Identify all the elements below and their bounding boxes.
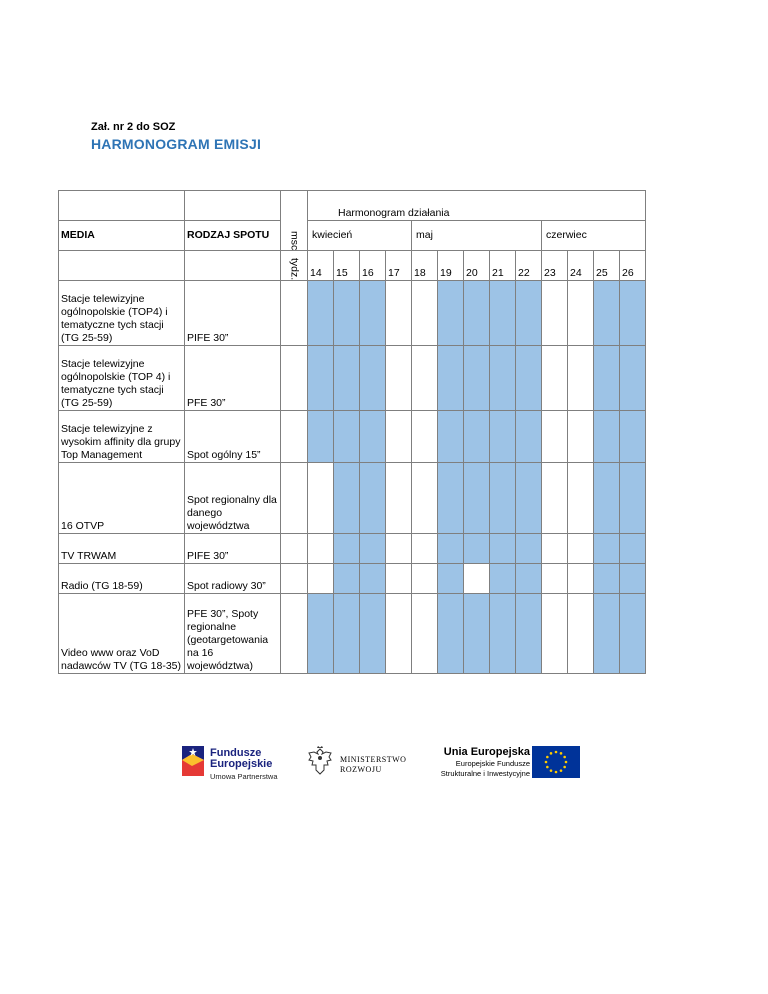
schedule-cell-active: [516, 463, 542, 534]
schedule-cell-inactive: [568, 564, 594, 594]
schedule-cell-active: [516, 281, 542, 346]
media-cell: Stacje telewizyjne ogólnopolskie (TOP4) i tematyczne tych stacji (TG 25-59): [59, 281, 185, 346]
header-spot-type: RODZAJ SPOTU: [185, 221, 281, 251]
week-number: 16: [360, 251, 386, 281]
table-row: [59, 463, 646, 534]
document-title: HARMONOGRAM EMISJI: [91, 136, 262, 152]
spot-type-cell: Spot regionalny dla danego województwa: [185, 463, 281, 534]
msc-cell: [281, 463, 308, 534]
month-label: msc: [288, 230, 301, 250]
media-cell: 16 OTVP: [59, 463, 185, 534]
schedule-cell-inactive: [412, 411, 438, 463]
ue-line3: Strukturalne i Inwestycyjne: [440, 769, 530, 778]
schedule-title: Harmonogram działania: [338, 207, 450, 219]
schedule-table: [58, 190, 646, 674]
fe-flag-icon: [180, 744, 206, 778]
week-number: 19: [438, 251, 464, 281]
spot-type-cell: PIFE 30”: [185, 281, 281, 346]
schedule-cell-active: [360, 594, 386, 674]
schedule-cell-inactive: [412, 346, 438, 411]
schedule-cell-inactive: [542, 564, 568, 594]
schedule-cell-active: [360, 534, 386, 564]
schedule-cell-active: [464, 346, 490, 411]
schedule-cell-active: [464, 594, 490, 674]
spot-type-cell: PFE 30”, Spoty regionalne (geotargetowania na 16 województwa): [185, 594, 281, 674]
eu-flag-icon: [532, 746, 580, 778]
logos-footer: [0, 740, 768, 790]
schedule-cell-active: [594, 564, 620, 594]
schedule-cell-inactive: [568, 463, 594, 534]
msc-cell: [281, 594, 308, 674]
schedule-cell-inactive: [542, 463, 568, 534]
schedule-cell-active: [334, 346, 360, 411]
schedule-cell-active: [490, 463, 516, 534]
schedule-cell-active: [620, 564, 646, 594]
schedule-cell-active: [464, 534, 490, 564]
document-reference: Zał. nr 2 do SOZ: [91, 121, 176, 133]
schedule-cell-active: [308, 346, 334, 411]
header-row-title: [59, 191, 646, 221]
schedule-cell-active: [594, 594, 620, 674]
mr-line2: ROZWOJU: [340, 765, 382, 774]
msc-cell: [281, 281, 308, 346]
schedule-cell-active: [594, 463, 620, 534]
schedule-cell-active: [464, 281, 490, 346]
schedule-cell-active: [438, 346, 464, 411]
schedule-cell-active: [490, 281, 516, 346]
schedule-cell-inactive: [412, 594, 438, 674]
week-label: tydz.: [288, 257, 301, 280]
table-row: [59, 594, 646, 674]
schedule-cell-active: [438, 281, 464, 346]
schedule-cell-active: [308, 281, 334, 346]
schedule-cell-inactive: [386, 281, 412, 346]
schedule-cell-inactive: [412, 463, 438, 534]
schedule-cell-active: [594, 346, 620, 411]
month-june: czerwiec: [542, 221, 646, 251]
media-cell: Radio (TG 18-59): [59, 564, 185, 594]
header-type-top: [185, 191, 281, 221]
schedule-cell-active: [490, 564, 516, 594]
schedule-cell-inactive: [542, 346, 568, 411]
header-row-months: [59, 221, 646, 251]
schedule-cell-active: [360, 281, 386, 346]
schedule-cell-inactive: [568, 281, 594, 346]
table-row: [59, 281, 646, 346]
schedule-cell-inactive: [386, 463, 412, 534]
schedule-cell-active: [516, 411, 542, 463]
media-cell: TV TRWAM: [59, 534, 185, 564]
eagle-emblem-icon: [306, 746, 334, 778]
schedule-cell-active: [594, 281, 620, 346]
schedule-cell-active: [516, 564, 542, 594]
schedule-cell-inactive: [568, 411, 594, 463]
schedule-cell-inactive: [568, 594, 594, 674]
schedule-cell-active: [308, 411, 334, 463]
schedule-cell-active: [464, 463, 490, 534]
schedule-cell-active: [334, 534, 360, 564]
week-number: 25: [594, 251, 620, 281]
schedule-cell-inactive: [542, 411, 568, 463]
schedule-cell-inactive: [412, 564, 438, 594]
week-number: 21: [490, 251, 516, 281]
schedule-cell-inactive: [386, 411, 412, 463]
unia-europejska-text: [430, 746, 530, 779]
table-row: [59, 411, 646, 463]
media-cell: Video www oraz VoD nadawców TV (TG 18-35): [59, 594, 185, 674]
week-number: 22: [516, 251, 542, 281]
header-row-weeks: [59, 251, 646, 281]
header-media: MEDIA: [59, 221, 185, 251]
schedule-cell-active: [360, 411, 386, 463]
week-number: 23: [542, 251, 568, 281]
schedule-cell-inactive: [412, 534, 438, 564]
schedule-cell-active: [464, 411, 490, 463]
week-number: 18: [412, 251, 438, 281]
schedule-cell-active: [620, 346, 646, 411]
header-type-bottom: [185, 251, 281, 281]
schedule-cell-inactive: [568, 534, 594, 564]
schedule-cell-active: [516, 534, 542, 564]
week-number: 20: [464, 251, 490, 281]
schedule-cell-active: [490, 534, 516, 564]
schedule-cell-active: [308, 594, 334, 674]
schedule-cell-inactive: [386, 534, 412, 564]
mr-line1: MINISTERSTWO: [340, 755, 407, 764]
week-number: 26: [620, 251, 646, 281]
media-cell: Stacje telewizyjne z wysokim affinity dla grupy Top Management: [59, 411, 185, 463]
header-media-top: [59, 191, 185, 221]
header-week-label-cell: [281, 251, 308, 281]
schedule-cell-active: [620, 463, 646, 534]
ue-line2: Europejskie Fundusze: [455, 759, 530, 768]
spot-type-cell: PFE 30”: [185, 346, 281, 411]
schedule-cell-active: [360, 564, 386, 594]
schedule-cell-active: [438, 463, 464, 534]
schedule-cell-inactive: [386, 564, 412, 594]
schedule-cell-active: [334, 564, 360, 594]
schedule-cell-active: [620, 594, 646, 674]
schedule-cell-active: [594, 534, 620, 564]
schedule-cell-inactive: [308, 564, 334, 594]
schedule-cell-inactive: [542, 534, 568, 564]
table-row: [59, 346, 646, 411]
schedule-cell-inactive: [542, 594, 568, 674]
schedule-cell-active: [620, 534, 646, 564]
schedule-cell-inactive: [308, 534, 334, 564]
schedule-cell-active: [360, 463, 386, 534]
schedule-title-cell: [308, 191, 646, 221]
month-may: maj: [412, 221, 542, 251]
schedule-cell-active: [490, 594, 516, 674]
schedule-cell-active: [334, 281, 360, 346]
fe-line2: Europejskie: [210, 758, 273, 770]
schedule-cell-inactive: [386, 346, 412, 411]
schedule-cell-inactive: [308, 463, 334, 534]
msc-cell: [281, 411, 308, 463]
week-number: 15: [334, 251, 360, 281]
schedule-cell-active: [620, 411, 646, 463]
week-number: 14: [308, 251, 334, 281]
schedule-cell-inactive: [464, 564, 490, 594]
schedule-cell-active: [334, 463, 360, 534]
schedule-cell-active: [490, 411, 516, 463]
schedule-cell-active: [490, 346, 516, 411]
header-month-label-cell: [281, 191, 308, 251]
table-row: [59, 564, 646, 594]
fe-line3: Umowa Partnerstwa: [210, 772, 278, 781]
schedule-cell-inactive: [412, 281, 438, 346]
schedule-cell-active: [438, 411, 464, 463]
schedule-cell-active: [360, 346, 386, 411]
fe-line1: Fundusze: [210, 747, 262, 759]
schedule-cell-active: [594, 411, 620, 463]
msc-cell: [281, 534, 308, 564]
week-number: 17: [386, 251, 412, 281]
schedule-cell-active: [620, 281, 646, 346]
media-cell: Stacje telewizyjne ogólnopolskie (TOP 4) i tematyczne tych stacji (TG 25-59): [59, 346, 185, 411]
spot-type-cell: PIFE 30”: [185, 534, 281, 564]
schedule-cell-active: [438, 534, 464, 564]
table-row: [59, 534, 646, 564]
schedule-cell-active: [516, 346, 542, 411]
spot-type-cell: Spot ogólny 15”: [185, 411, 281, 463]
schedule-cell-inactive: [542, 281, 568, 346]
schedule-cell-active: [516, 594, 542, 674]
msc-cell: [281, 346, 308, 411]
ue-line1: Unia Europejska: [443, 746, 530, 758]
schedule-cell-active: [334, 411, 360, 463]
spot-type-cell: Spot radiowy 30”: [185, 564, 281, 594]
schedule-cell-active: [438, 564, 464, 594]
week-number: 24: [568, 251, 594, 281]
msc-cell: [281, 564, 308, 594]
schedule-cell-inactive: [386, 594, 412, 674]
schedule-cell-active: [334, 594, 360, 674]
month-april: kwiecień: [308, 221, 412, 251]
schedule-cell-active: [438, 594, 464, 674]
schedule-cell-inactive: [568, 346, 594, 411]
header-media-bottom: [59, 251, 185, 281]
